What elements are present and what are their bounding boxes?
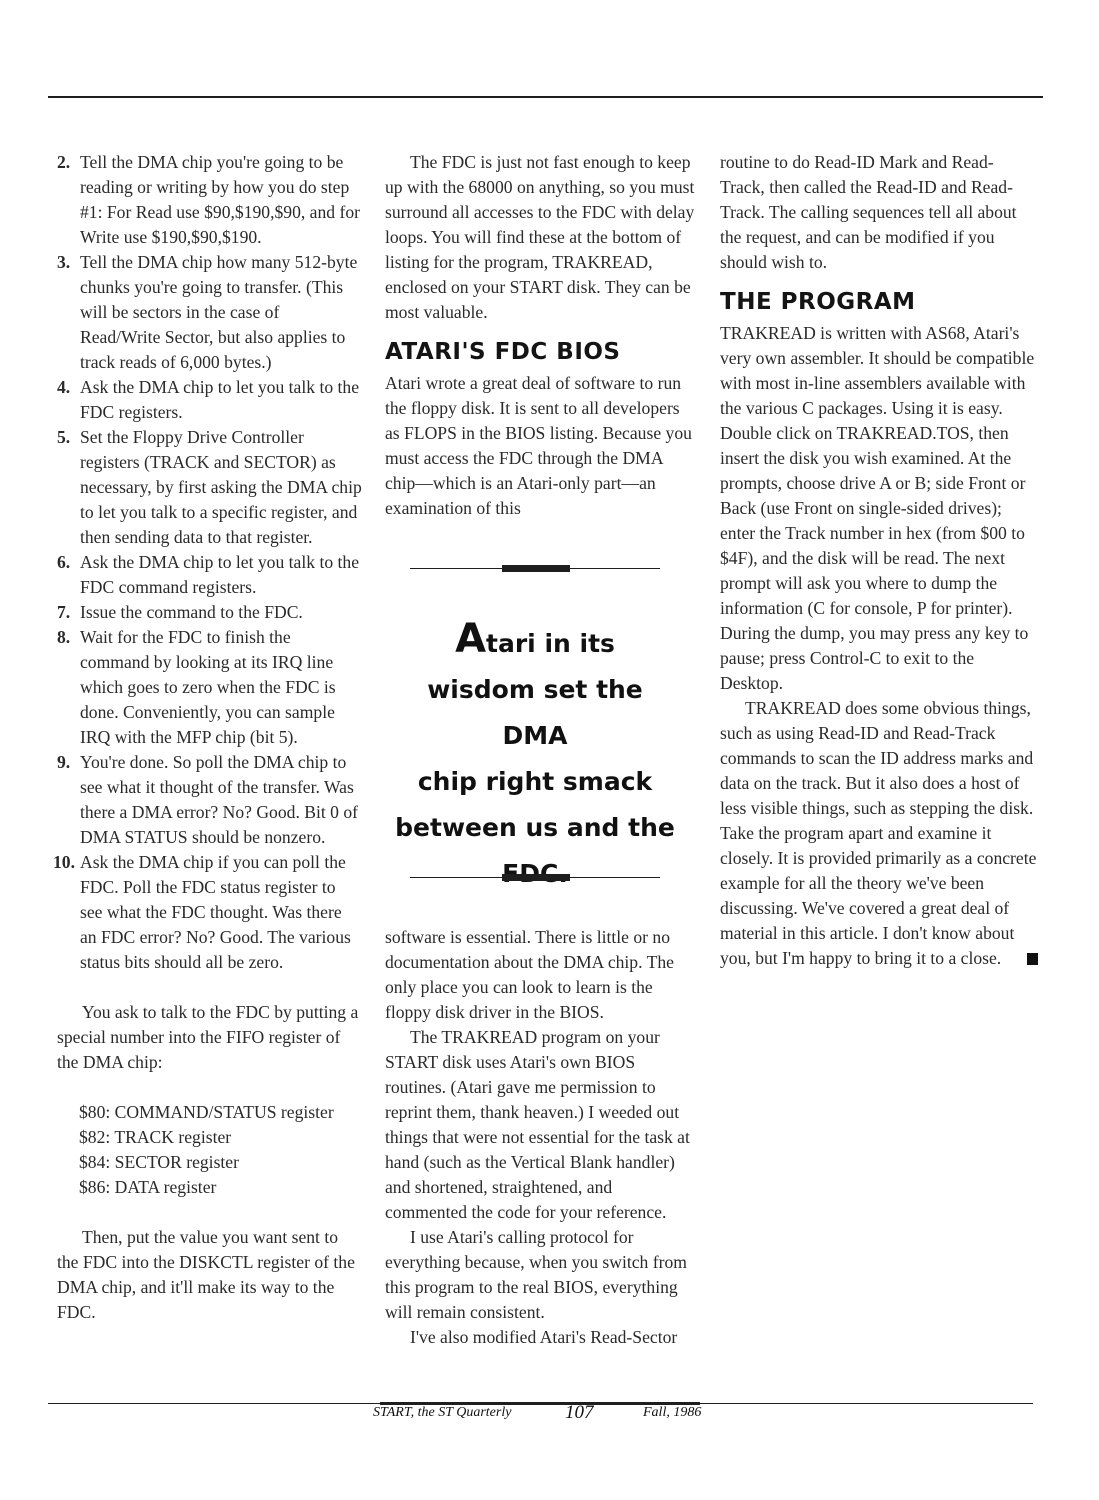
paragraph-routine: routine to do Read-ID Mark and Read-Track, then called the Read-ID and Read-Track. The calling sequences tell all about the request, and can be modified if you should wish to. [720,152,1017,272]
page-number: 107 [565,1402,594,1423]
top-rule [48,96,1043,98]
list-item: 4. Ask the DMA chip to let you talk to the FDC registers. [57,377,360,422]
paragraph-program: TRAKREAD is written with AS68, Atari's very own assembler. It should be compatible with most in-line assemblers available with the various C packages. Using it is easy. Double click on TRAKREAD.TOS, then insert the disk you wish examined. At the prompts, choose drive A or B; side Front or Back (use Front on single-sided drives); enter the Track number in hex (from $00 to $4F), and the disk will be read. The next prompt will ask you where to dump the information (C for console, P for printer). During the dump, you may press any key to pause; press Control-C to exit to the Desktop. [720,323,1035,693]
column-2 [385,150,697,521]
column-2-lower [385,925,697,1350]
footer-issue: Fall, 1986 [643,1405,702,1420]
list-item: 7. Issue the command to the FDC. [57,602,303,622]
register-list [57,1100,362,1200]
list-item: 8. Wait for the FDC to finish the command by looking at its IRQ line which goes to zero when the FDC is done. Conveniently, you can sample IRQ with the MFP chip (bit 5). [57,627,336,747]
paragraph-trakread: The TRAKREAD program on your START disk uses Atari's own BIOS routines. (Atari gave me permission to reprint them, thank heaven.) I weeded out things that were not essential for the task at hand (such as the Vertical Blank handler) and shortened, straightened, and commented the code for your reference. [385,1027,690,1222]
footer-magazine: START, the ST Quarterly [373,1405,512,1420]
pull-quote-rule-bottom [410,877,660,878]
paragraph-obvious: TRAKREAD does some obvious things, such as using Read-ID and Read-Track commands to scan the ID address marks and data on the track. But it also does a host of less visible things, such as stepping the disk. Take the program apart and examine it closely. It is provided primarily as a concrete example for all the theory we've been discussing. We've covered a great deal of material in this article. I don't know about you, but I'm happy to bring it to a close. [720,698,1037,968]
pull-quote-rule-top [410,568,660,569]
list-item: 6. Ask the DMA chip to let you talk to the FDC command registers. [57,552,360,597]
paragraph-modified: I've also modified Atari's Read-Sector [410,1327,678,1347]
column-1 [53,150,362,1325]
paragraph-diskctl: Then, put the value you want sent to the FDC into the DISKCTL register of the DMA chip, and it'll make its way to the FDC. [57,1227,355,1322]
drop-cap: A [455,616,487,662]
end-mark-icon [1027,953,1038,965]
section-heading-bios: ATARI'S FDC BIOS [385,339,621,365]
register-item: $86: DATA register [79,1177,217,1197]
paragraph-bios: Atari wrote a great deal of software to run the floppy disk. It is sent to all developers as FLOPS in the BIOS listing. Because you must access the FDC through the DMA chip—which is an Atari-only part—an examination of this [385,373,692,518]
register-item: $84: SECTOR register [79,1152,239,1172]
list-item: 5. Set the Floppy Drive Controller registers (TRACK and SECTOR) as necessary, by first asking the DMA chip to let you talk to a specific register, and then sending data to that register. [57,427,362,547]
paragraph-fifo: You ask to talk to the FDC by putting a special number into the FIFO register of the DMA chip: [57,1002,359,1072]
list-item: 9. You're done. So poll the DMA chip to see what it thought of the transfer. Was there a DMA error? No? Good. Bit 0 of DMA STATUS should be nonzero. [57,752,359,847]
paragraph-fdc: The FDC is just not fast enough to keep up with the 68000 on anything, so you must surround all accesses to the FDC with delay loops. You will find these at the bottom of listing for the program, TRAKREAD, enclosed on your START disk. They can be most valuable. [385,152,695,322]
pull-quote [395,560,685,885]
section-heading-program: THE PROGRAM [720,289,916,315]
paragraph-essential: software is essential. There is little or no documentation about the DMA chip. The only place you can look to learn is the floppy disk driver in the BIOS. [385,927,674,1022]
paragraph-protocol: I use Atari's calling protocol for everything because, when you switch from this program to the real BIOS, everything will remain consistent. [385,1227,687,1322]
list-item: 2. Tell the DMA chip you're going to be reading or writing by how you do step #1: For Read use $90,$190,$90, and for Write use $190,$90,$190. [57,152,360,247]
list-item: 10. Ask the DMA chip if you can poll the FDC. Poll the FDC status register to see what the FDC thought. Was there an FDC error? No? Good. The various status bits should all be zero. [53,852,351,972]
register-item: $80: COMMAND/STATUS register [79,1102,334,1122]
column-3 [720,150,1038,971]
register-item: $82: TRACK register [79,1127,232,1147]
list-item: 3. Tell the DMA chip how many 512-byte chunks you're going to transfer. (This will be sectors in the case of Read/Write Sector, but also applies to track reads of 6,000 bytes.) [57,252,358,372]
steps-list [53,150,362,975]
pull-quote-text: Atari in its wisdom set the DMA chip right smack between us and the [395,616,675,842]
